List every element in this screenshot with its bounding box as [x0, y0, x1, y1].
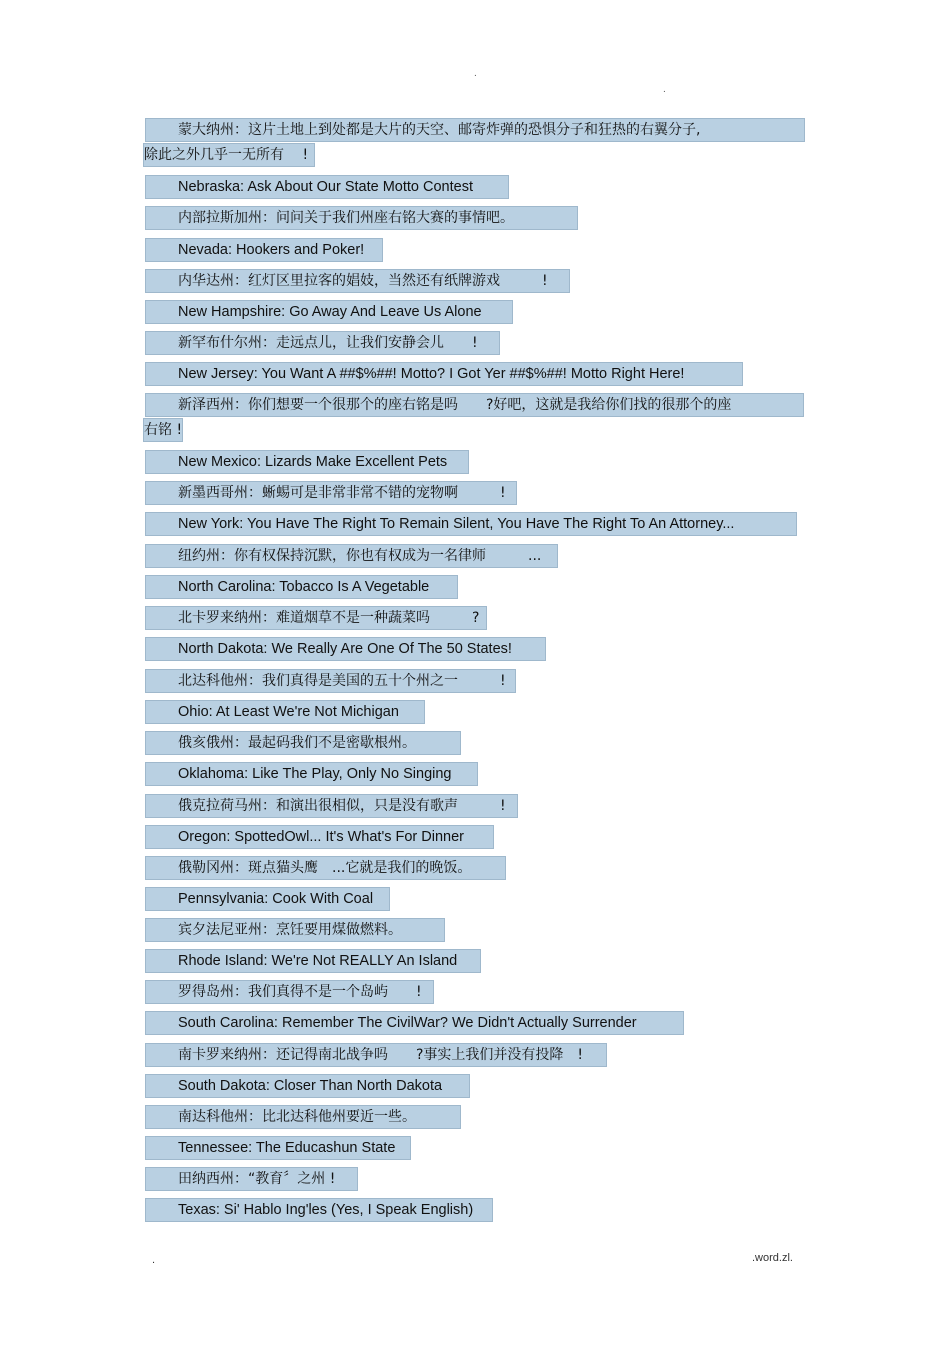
chinese-motto-line: 新泽西州：你们想要一个很那个的座右铭是吗 ?好吧，这就是我给你们找的很那个的座 [145, 393, 804, 417]
english-motto-line: New Mexico: Lizards Make Excellent Pets [145, 450, 469, 474]
english-motto-line: New York: You Have The Right To Remain Silent, You Have The Right To An Attorney... [145, 512, 797, 536]
english-motto-line: Texas: Si' Hablo Ing'les (Yes, I Speak English) [145, 1198, 493, 1222]
english-motto-line: New Hampshire: Go Away And Leave Us Alone [145, 300, 513, 324]
chinese-motto-line: 南达科他州：比北达科他州要近一些。 [145, 1105, 461, 1129]
chinese-motto-line: 俄克拉荷马州：和演出很相似，只是没有歌声 ! [145, 794, 518, 818]
english-motto-line: New Jersey: You Want A ##$%##! Motto? I Got Yer ##$%##! Motto Right Here! [145, 362, 743, 386]
english-motto-line: Pennsylvania: Cook With Coal [145, 887, 390, 911]
english-motto-line: North Dakota: We Really Are One Of The 50 States! [145, 637, 546, 661]
english-motto-line: South Dakota: Closer Than North Dakota [145, 1074, 470, 1098]
chinese-motto-line: 右铭 ! [143, 418, 183, 442]
chinese-motto-line: 纽约州：你有权保持沉默，你也有权成为一名律师 ... [145, 544, 558, 568]
footer-left-mark: . [152, 1254, 156, 1266]
chinese-motto-line: 北卡罗来纳州：难道烟草不是一种蔬菜吗 ? [145, 606, 487, 630]
chinese-motto-line: 内部拉斯加州：问问关于我们州座右铭大赛的事情吧。 [145, 206, 578, 230]
chinese-motto-line: 俄勒冈州：斑点猫头鹰 ...它就是我们的晚饭。 [145, 856, 506, 880]
chinese-motto-line: 除此之外几乎一无所有 ! [143, 143, 315, 167]
english-motto-line: North Carolina: Tobacco Is A Vegetable [145, 575, 458, 599]
header-dot-left: . [474, 68, 477, 79]
chinese-motto-line: 新罕布什尔州：走远点儿，让我们安静会儿 ! [145, 331, 500, 355]
english-motto-line: Oklahoma: Like The Play, Only No Singing [145, 762, 478, 786]
english-motto-line: South Carolina: Remember The CivilWar? We Didn't Actually Surrender [145, 1011, 684, 1035]
english-motto-line: Ohio: At Least We're Not Michigan [145, 700, 425, 724]
chinese-motto-line: 罗得岛州：我们真得不是一个岛屿 ! [145, 980, 434, 1004]
chinese-motto-line: 田纳西州：“教育〞之州 ! [145, 1167, 358, 1191]
chinese-motto-line: 新墨西哥州：蜥蜴可是非常非常不错的宠物啊 ! [145, 481, 517, 505]
footer-right-mark: .word.zl. [752, 1252, 793, 1264]
chinese-motto-line: 宾夕法尼亚州：烹饪要用煤做燃料。 [145, 918, 445, 942]
english-motto-line: Tennessee: The Educashun State [145, 1136, 411, 1160]
chinese-motto-line: 南卡罗来纳州：还记得南北战争吗 ?事实上我们并没有投降 ! [145, 1043, 607, 1067]
chinese-motto-line: 俄亥俄州：最起码我们不是密歇根州。 [145, 731, 461, 755]
english-motto-line: Rhode Island: We're Not REALLY An Island [145, 949, 481, 973]
header-dot-right: . [663, 84, 666, 95]
english-motto-line: Nevada: Hookers and Poker! [145, 238, 383, 262]
chinese-motto-line: 蒙大纳州：这片土地上到处都是大片的天空、邮寄炸弹的恐惧分子和狂热的右翼分子, [145, 118, 805, 142]
english-motto-line: Oregon: SpottedOwl... It's What's For Dinner [145, 825, 494, 849]
chinese-motto-line: 北达科他州：我们真得是美国的五十个州之一 ! [145, 669, 516, 693]
english-motto-line: Nebraska: Ask About Our State Motto Contest [145, 175, 509, 199]
chinese-motto-line: 内华达州：红灯区里拉客的娼妓，当然还有纸牌游戏 ! [145, 269, 570, 293]
